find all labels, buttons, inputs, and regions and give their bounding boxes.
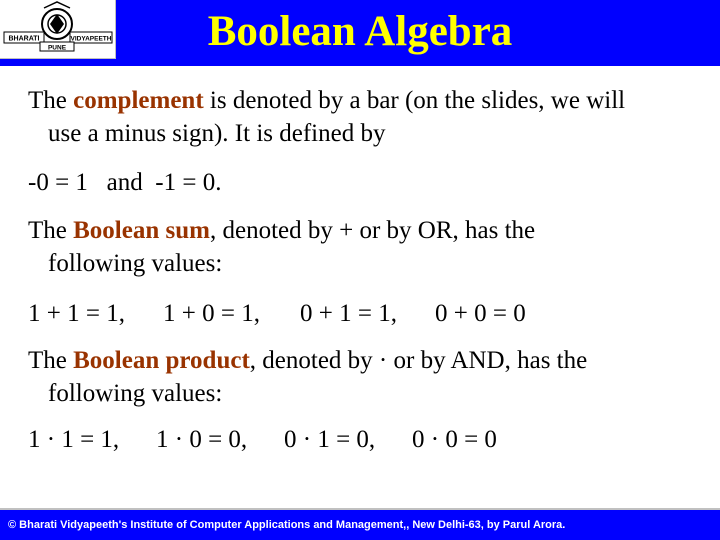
sum-line2: following values: <box>48 250 223 277</box>
sum-eq-2: 1 + 0 = 1, <box>163 300 260 327</box>
product-eq-1: 1 · 1 = 1, <box>28 426 120 453</box>
complement-term: complement <box>73 87 204 114</box>
sum-eq-3: 0 + 1 = 1, <box>300 300 397 327</box>
logo-text-right: VIDYAPEETH <box>70 35 112 43</box>
product-equations <box>28 423 497 456</box>
sum-equations <box>28 297 526 330</box>
product-eq-3: 0 · 1 = 0, <box>284 426 376 453</box>
complement-equation: -0 = 1 and -1 = 0. <box>28 169 222 196</box>
product-pre: The <box>28 347 74 374</box>
complement-post: is denoted by a bar (on the slides, we will <box>203 87 626 114</box>
slide-header <box>0 0 720 66</box>
product-term: Boolean product <box>73 347 250 374</box>
slide-title: Boolean Algebra <box>207 8 513 55</box>
product-post: , denoted by · or by AND, has the <box>249 347 588 374</box>
logo-text-bottom: PUNE <box>47 44 67 52</box>
logo-text-left: BHARATI <box>8 35 40 43</box>
product-paragraph <box>28 344 587 410</box>
sum-eq-4: 0 + 0 = 0 <box>435 300 526 327</box>
slide-footer: © Bharati Vidyapeeth's Institute of Computer Applications and Management,, New Delhi-63, by Parul Arora. <box>0 508 720 540</box>
sum-paragraph <box>28 214 535 280</box>
product-eq-2: 1 · 0 = 0, <box>156 426 248 453</box>
complement-pre: The <box>28 87 74 114</box>
product-eq-4: 0 · 0 = 0 <box>412 426 497 453</box>
sum-eq-1: 1 + 1 = 1, <box>28 300 125 327</box>
complement-paragraph <box>28 84 625 150</box>
logo-emblem-icon <box>0 0 115 58</box>
complement-line2: use a minus sign). It is defined by <box>48 120 386 147</box>
product-line2: following values: <box>48 380 223 407</box>
institute-logo <box>0 0 116 59</box>
sum-pre: The <box>28 217 74 244</box>
sum-post: , denoted by + or by OR, has the <box>209 217 536 244</box>
sum-term: Boolean sum <box>73 217 210 244</box>
